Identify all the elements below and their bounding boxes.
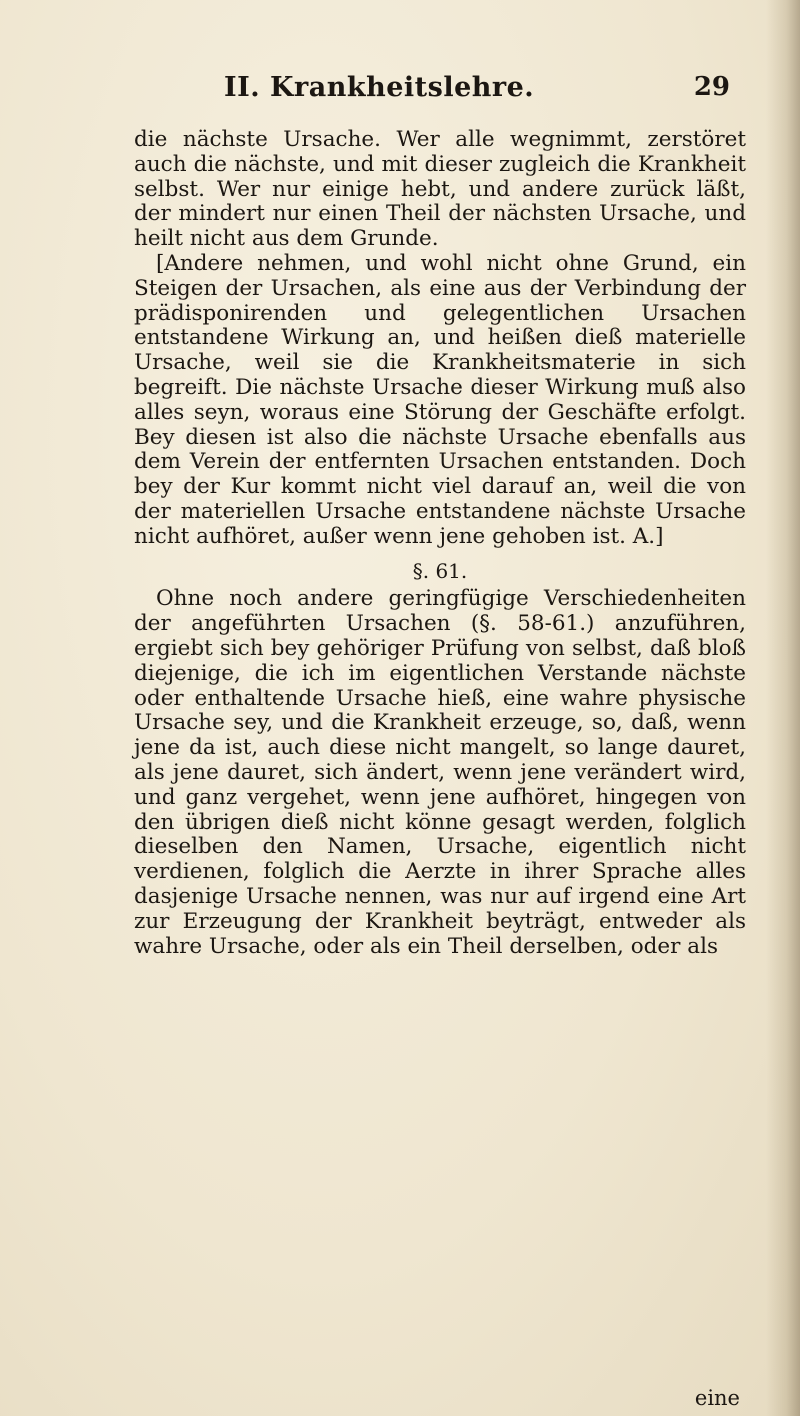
running-head-title: II. Krankheitslehre.	[224, 72, 535, 103]
catchword: eine	[694, 1386, 740, 1410]
section-heading: §. 61.	[412, 558, 468, 583]
body-text	[134, 128, 746, 959]
paragraph-2: [Andere nehmen, und wohl nicht ohne Grund, ein Steigen der Ursachen, als eine aus der Verbindung der prädisponirenden und gelegentlichen Ursachen entstandene Wirkung an, und heißen dieß materielle Ursache, weil sie die Krankheitsmaterie in sich begreift. Die nächste Ursache dieser Wirkung muß also alles seyn, woraus eine Störung der Geschäfte erfolgt. Bey diesen ist also die nächste Ursache ebenfalls aus dem Verein der entfernten Ursachen entstanden. Doch bey der Kur kommt nicht viel darauf an, weil die von der materiellen Ursache entstandene nächste Ursache nicht aufhöret, außer wenn jene gehoben ist. A.]	[134, 250, 746, 549]
running-head	[90, 72, 730, 112]
page-number: 29	[693, 72, 730, 102]
page-spine-shadow	[766, 0, 800, 1416]
paragraph-1: die nächste Ursache. Wer alle wegnimmt, zerstöret auch die nächste, und mit dieser zugleich die Krankheit selbst. Wer nur einige hebt, und andere zurück läßt, der mindert nur einen Theil der nächsten Ursache, und heilt nicht aus dem Grunde.	[134, 127, 746, 252]
paragraph-3: Ohne noch andere geringfügige Verschiedenheiten der angeführten Ursachen (§. 58-61.) anzuführen, ergiebt sich bey gehöriger Prüfung von selbst, daß bloß diejenige, die ich im eigentlichen Verstande nächste oder enthaltende Ursache hieß, eine wahre physische Ursache sey, und die Krankheit erzeuge, so, daß, wenn jene da ist, auch diese nicht mangelt, so lange dauret, als jene dauret, sich ändert, wenn jene verändert wird, und ganz vergehet, wenn jene aufhöret, hingegen von den übrigen dieß nicht könne gesagt werden, folglich dieselben den Namen, Ursache, eigentlich nicht verdienen, folglich die Aerzte in ihrer Sprache alles dasjenige Ursache nennen, was nur auf irgend eine Art zur Erzeugung der Krankheit beyträgt, entweder als wahre Ursache, oder als ein Theil derselben, oder als	[134, 586, 746, 959]
